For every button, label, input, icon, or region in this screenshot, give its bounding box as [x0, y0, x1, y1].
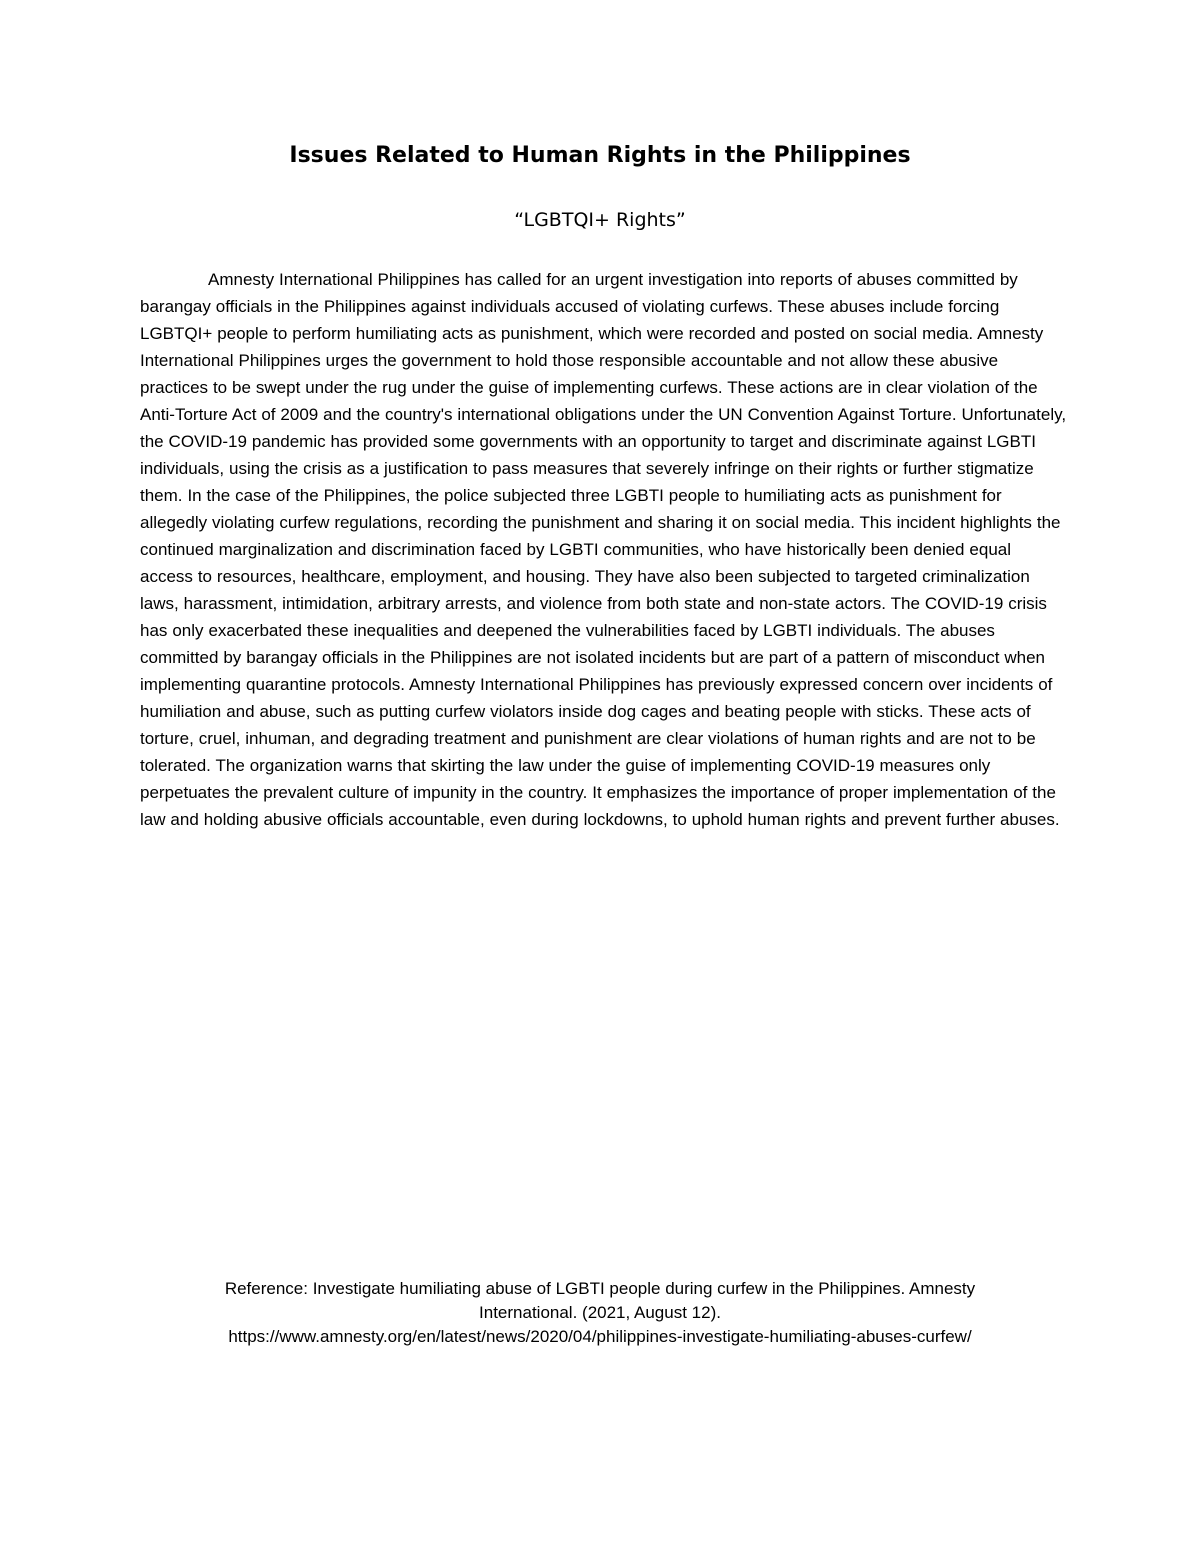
body-paragraph: Amnesty International Philippines has called for an urgent investigation into reports of abuses committed by barangay officials in the Philippines against individuals accused of violating curfews. These abuses include forcing LGBTQI+ people to perform humiliating acts as punishment, which were recorded and posted on social media. Amnesty International Philippines urges the government to hold those responsible accountable and not allow these abusive practices to be swept under the rug under the guise of implementing curfews. These actions are in clear violation of the Anti-Torture Act of 2009 and the country's international obligations under the UN Convention Against Torture. Unfortunately, the COVID-19 pandemic has provided some governments with an opportunity to target and discriminate against LGBTI individuals, using the crisis as a justification to pass measures that severely infringe on their rights or further stigmatize them. In the case of the Philippines, the police subjected three LGBTI people to humiliating acts as punishment for allegedly violating curfew regulations, recording the punishment and sharing it on social media. This incident highlights the continued marginalization and discrimination faced by LGBTI communities, who have historically been denied equal access to resources, healthcare, employment, and housing. They have also been subjected to targeted criminalization laws, harassment, intimidation, arbitrary arrests, and violence from both state and non-state actors. The COVID-19 crisis has only exacerbated these inequalities and deepened the vulnerabilities faced by LGBTI individuals. The abuses committed by barangay officials in the Philippines are not isolated incidents but are part of a pattern of misconduct when implementing quarantine protocols. Amnesty International Philippines has previously expressed concern over incidents of humiliation and abuse, such as putting curfew violators inside dog cages and beating people with sticks. These acts of torture, cruel, inhuman, and degrading treatment and punishment are clear violations of human rights and are not to be tolerated. The organization warns that skirting the law under the guise of implementing COVID-19 measures only perpetuates the prevalent culture of impunity in the country. It emphasizes the importance of proper implementation of the law and holding abusive officials accountable, even during lockdowns, to uphold human rights and prevent further abuses.	[140, 270, 1067, 829]
reference-line-2: International. (2021, August 12).	[479, 1303, 721, 1322]
reference-url: https://www.amnesty.org/en/latest/news/2020/04/philippines-investigate-humiliating-abuses-curfew/	[228, 1327, 972, 1346]
document-title: Issues Related to Human Rights in the Philippines	[289, 143, 911, 168]
reference-line-1: Reference: Investigate humiliating abuse of LGBTI people during curfew in the Philippines. Amnesty	[224, 1279, 976, 1298]
reference-citation	[140, 1277, 1060, 1349]
document-subtitle: “LGBTQI+ Rights”	[514, 209, 686, 231]
